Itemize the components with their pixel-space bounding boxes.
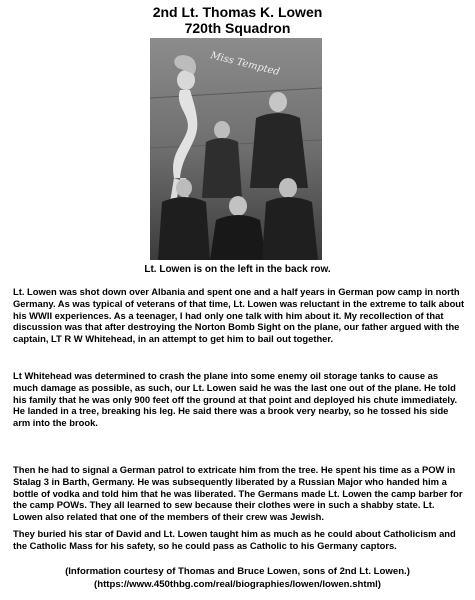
credit-line: (Information courtesy of Thomas and Bruce Lowen, sons of 2nd Lt. Lowen.): [65, 566, 410, 577]
paragraph-3: Then he had to signal a German patrol to extricate him from the tree. He spent his time as a POW in Stalag 3 in Barth, Germany. He was subsequently liberated by a Russian Major who handed him a bottle of vodka and told him that he was liberated. The Germans made Lt. Lowen the camp barber for the camp POWs. They all learned to sew because their clothes were in such a shabby state. Lt. Lowen also related that one of the members of their crew was Jewish.: [13, 464, 463, 523]
paragraph-1: Lt. Lowen was shot down over Albania and spent one and a half years in German pow camp in north Germany. As was typical of veterans of that time, Lt. Lowen was reluctant in the extreme to talk about his WWII experiences. As a teenager, I had only one talk with him about it. My recollection of that discussion was that after destroying the Norton Bomb Sight on the plane, our father argued with the captain, LT R W Whitehead, in an attempt to get him to bail out together.: [13, 286, 465, 345]
source-url: (https://www.450thbg.com/real/biographies/lowen/lowen.shtml): [94, 579, 381, 590]
page-title: 2nd Lt. Thomas K. Lowen: [152, 4, 323, 20]
paragraph-2: Lt Whitehead was determined to crash the plane into some enemy oil storage tanks to cause as much damage as possible, as such, our Lt. Lowen said he was the last one out of the plane. He told his family that he was only 900 feet off the ground at that point and deployed his chute immediately. He landed in a tree, breaking his leg. He said there was a brook very nearby, so he tossed his side arm into the brook.: [13, 370, 458, 429]
crew-photo: [150, 38, 322, 260]
paragraph-4: They buried his star of David and Lt. Lowen taught him as much as he could about Catholicism and the Catholic Mass for his safety, so he could pass as Catholic to his Germany captors.: [13, 528, 456, 551]
nose-art-text: Miss Tempted: [209, 50, 281, 79]
squadron-subtitle: 720th Squadron: [184, 20, 291, 36]
photo-caption: Lt. Lowen is on the left in the back row.: [144, 264, 331, 275]
